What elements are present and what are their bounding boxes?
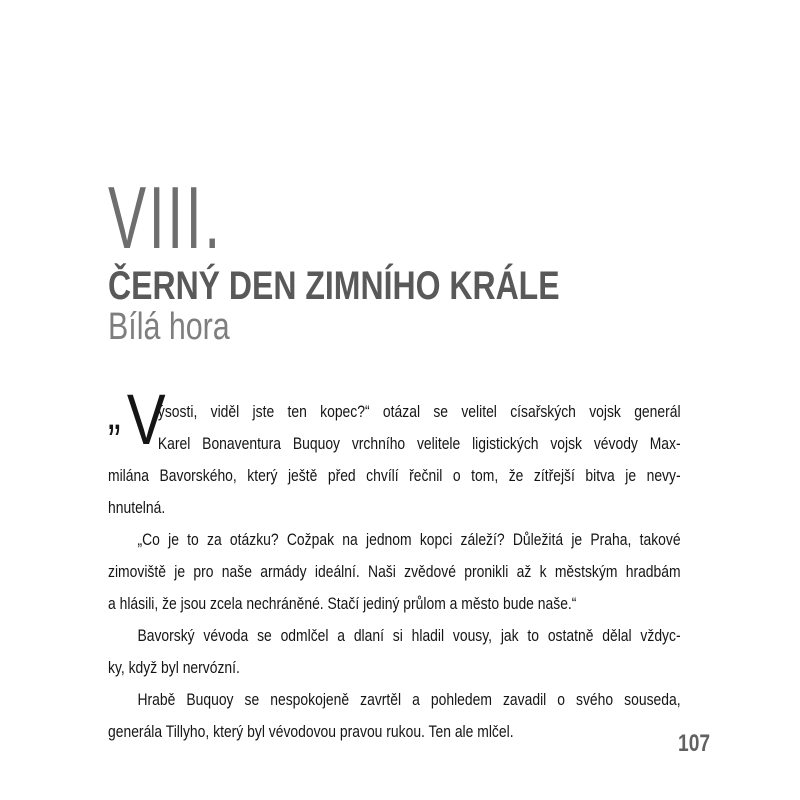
chapter-subtitle: Bílá hora [108, 306, 230, 348]
text-line: hnutelná. [108, 498, 166, 517]
body-text [108, 381, 681, 748]
text-line: ýsosti, viděl jste ten kopec?“ otázal se velitel císařských vojsk generál [157, 402, 681, 421]
text-line: a hlásili, že jsou zcela nechráněné. Stačí jediný průlom a město bude naše.“ [108, 594, 577, 613]
text-line: zimoviště je pro naše armády ideální. Naši zvědové pronikli až k městským hradbám [108, 562, 681, 581]
text-line: milána Bavorského, který ještě před chvílí řečnil o tom, že zítřejší bitva je nevy- [108, 466, 681, 485]
text-line: generála Tillyho, který byl vévodovou pravou rukou. Ten ale mlčel. [108, 722, 514, 741]
paragraph [108, 524, 681, 620]
paragraph [108, 381, 681, 524]
paragraph [108, 620, 681, 684]
drop-cap-letter: V [126, 381, 166, 460]
chapter-title: ČERNÝ DEN ZIMNÍHO KRÁLE [108, 264, 560, 308]
drop-cap [108, 381, 166, 460]
drop-cap-quote: „ [108, 387, 121, 439]
page-number: 107 [677, 730, 710, 757]
text-line: Hrabě Buquoy se nespokojeně zavrtěl a pohledem zavadil o svého souseda, [137, 690, 681, 709]
text-line: ky, když byl nervózní. [108, 658, 240, 677]
text-line: Bavorský vévoda se odmlčel a dlaní si hladil vousy, jak to ostatně dělal vždyc- [137, 626, 681, 645]
text-line: „Co je to za otázku? Cožpak na jednom kopci záleží? Důležitá je Praha, takové [137, 530, 681, 549]
paragraph [108, 684, 681, 748]
chapter-number: VIII. [108, 168, 223, 267]
text-line: Karel Bonaventura Buquoy vrchního velitele ligistických vojsk vévody Max- [157, 434, 681, 453]
